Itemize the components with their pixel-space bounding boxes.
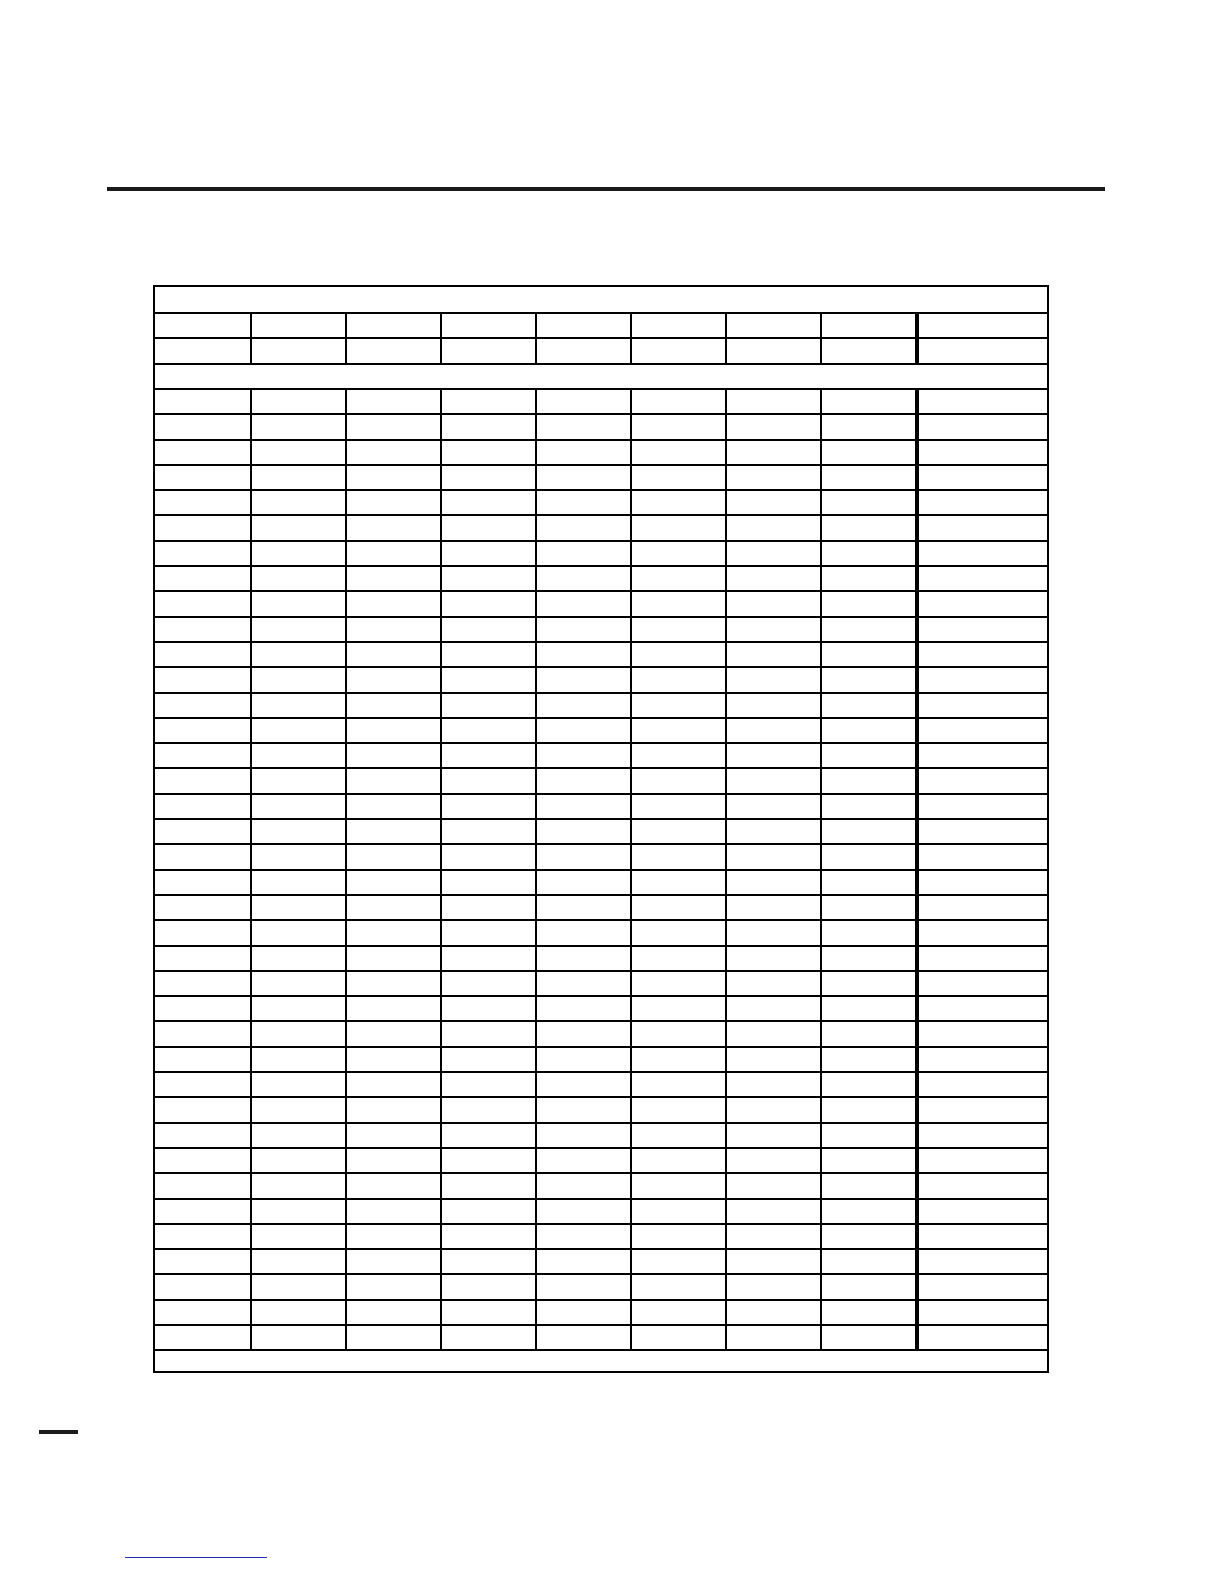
table-row-rule bbox=[155, 742, 1047, 744]
table-row-rule bbox=[155, 641, 1047, 643]
section-row-rule bbox=[155, 388, 1047, 390]
body-column-rule bbox=[915, 388, 919, 1349]
body-column-rule bbox=[440, 388, 442, 1349]
banner-row-rule bbox=[155, 312, 1047, 314]
table-row-rule bbox=[155, 894, 1047, 896]
blank-form-table bbox=[153, 285, 1049, 1373]
table-row-rule bbox=[155, 616, 1047, 618]
table-row-rule bbox=[155, 1248, 1047, 1250]
table-row-rule bbox=[155, 1122, 1047, 1124]
table-row-rule bbox=[155, 1096, 1047, 1098]
footer-link-underline[interactable] bbox=[125, 1557, 267, 1558]
table-row-rule bbox=[155, 970, 1047, 972]
table-row-rule bbox=[155, 413, 1047, 415]
body-column-rule bbox=[535, 388, 537, 1349]
table-row-rule bbox=[155, 818, 1047, 820]
table-row-rule bbox=[155, 1046, 1047, 1048]
header-row-rule bbox=[155, 337, 1047, 339]
table-row-rule bbox=[155, 995, 1047, 997]
header-rule bbox=[107, 187, 1105, 191]
table-row-rule bbox=[155, 1020, 1047, 1022]
header-column-rule bbox=[915, 312, 919, 363]
body-column-rule bbox=[345, 388, 347, 1349]
table-row-rule bbox=[155, 1349, 1047, 1351]
table-row-rule bbox=[155, 590, 1047, 592]
header-column-rule bbox=[440, 312, 442, 363]
margin-mark bbox=[39, 1430, 78, 1434]
table-row-rule bbox=[155, 1273, 1047, 1275]
table-row-rule bbox=[155, 1324, 1047, 1326]
header-column-rule bbox=[535, 312, 537, 363]
header-column-rule bbox=[820, 312, 822, 363]
table-row-rule bbox=[155, 1223, 1047, 1225]
table-row-rule bbox=[155, 945, 1047, 947]
table-row-rule bbox=[155, 464, 1047, 466]
table-row-rule bbox=[155, 1198, 1047, 1200]
table-row-rule bbox=[155, 565, 1047, 567]
body-column-rule bbox=[630, 388, 632, 1349]
header-row-rule bbox=[155, 363, 1047, 365]
table-row-rule bbox=[155, 1071, 1047, 1073]
body-column-rule bbox=[820, 388, 822, 1349]
table-row-rule bbox=[155, 1172, 1047, 1174]
table-row-rule bbox=[155, 919, 1047, 921]
table-row-rule bbox=[155, 439, 1047, 441]
table-row-rule bbox=[155, 514, 1047, 516]
table-row-rule bbox=[155, 793, 1047, 795]
table-row-rule bbox=[155, 767, 1047, 769]
header-column-rule bbox=[630, 312, 632, 363]
table-row-rule bbox=[155, 692, 1047, 694]
table-row-rule bbox=[155, 1147, 1047, 1149]
table-row-rule bbox=[155, 717, 1047, 719]
body-column-rule bbox=[250, 388, 252, 1349]
table-row-rule bbox=[155, 540, 1047, 542]
header-column-rule bbox=[250, 312, 252, 363]
header-column-rule bbox=[345, 312, 347, 363]
header-column-rule bbox=[725, 312, 727, 363]
table-row-rule bbox=[155, 843, 1047, 845]
table-row-rule bbox=[155, 666, 1047, 668]
body-column-rule bbox=[725, 388, 727, 1349]
table-row-rule bbox=[155, 489, 1047, 491]
table-row-rule bbox=[155, 1299, 1047, 1301]
table-row-rule bbox=[155, 869, 1047, 871]
